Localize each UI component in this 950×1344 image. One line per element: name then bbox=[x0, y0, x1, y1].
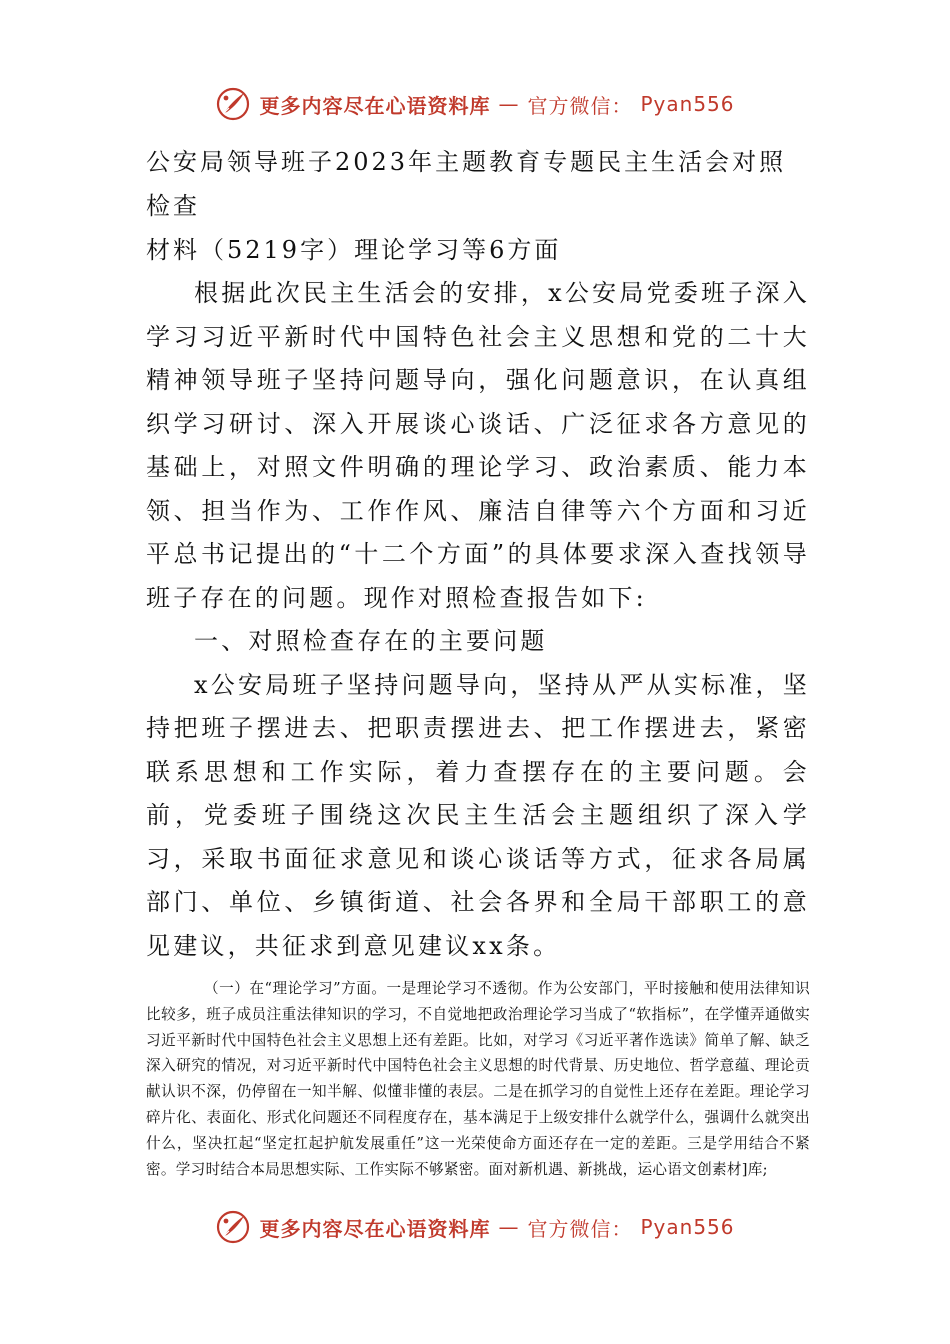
theory-study-paragraph: （一）在“理论学习”方面。一是理论学习不透彻。作为公安部门，平时接触和使用法律知识比较多，班子成员注重法律知识的学习，不自觉地把政治理论学习当成了“软指标”，在学懂弄通做实习近平新时代中国特色社会主义思想上还有差距。比如，对学习《习近平著作选读》简单了解、缺乏深入研究的情况，对习近平新时代中国特色社会主义思想的时代背景、历史地位、哲学意蕴、理论贡献认识不深，仍停留在一知半解、似懂非懂的表层。二是在抓学习的自觉性上还存在差距。理论学习碎片化、表面化、形式化问题还不同程度存在，基本满足于上级安排什么就学什么，强调什么就突出什么，坚决扛起“坚定扛起护航发展重任”这一光荣使命方面还存在一定的差距。三是学用结合不紧密。学习时结合本局思想实际、工作实际不够紧密。面对新机遇、新挑战，运心语文创素材]库; bbox=[146, 980, 810, 1178]
document-title bbox=[146, 140, 810, 272]
section-heading-1: 一、对照检查存在的主要问题 bbox=[194, 627, 548, 655]
watermark-header bbox=[0, 84, 950, 124]
title-line-1: 公安局领导班子2023年主题教育专题民主生活会对照检查 bbox=[146, 148, 787, 220]
watermark-brand: 更多内容尽在心语资料库 bbox=[259, 1216, 491, 1241]
watermark-contact: 官方微信： bbox=[527, 93, 633, 118]
watermark-dash: — bbox=[498, 92, 520, 116]
title-line-2: 材料（5219字）理论学习等6方面 bbox=[146, 236, 562, 264]
watermark-dash: — bbox=[498, 1215, 520, 1239]
watermark-brand: 更多内容尽在心语资料库 bbox=[259, 93, 491, 118]
section-paragraph: x公安局班子坚持问题导向，坚持从严从实标准，坚持把班子摆进去、把职责摆进去、把工作摆进去，紧密联系思想和工作实际，着力查摆存在的主要问题。会前，党委班子围绕这次民主生活会主题组织了深入学习，采取书面征求意见和谈心谈话等方式，征求各局属部门、单位、乡镇街道、社会各界和全局干部职工的意见建议，共征求到意见建议xx条。 bbox=[146, 670, 810, 960]
watermark-contact: 官方微信： bbox=[527, 1216, 633, 1241]
document-body bbox=[146, 140, 810, 1182]
quill-logo-icon bbox=[215, 86, 251, 122]
quill-logo-icon bbox=[215, 1209, 251, 1245]
watermark-footer bbox=[0, 1207, 950, 1247]
watermark-id: Pyan556 bbox=[640, 1215, 735, 1239]
intro-paragraph: 根据此次民主生活会的安排，x公安局党委班子深入学习习近平新时代中国特色社会主义思想和党的二十大精神领导班子坚持问题导向，强化问题意识，在认真组织学习研讨、深入开展谈心谈话、广泛征求各方意见的基础上，对照文件明确的理论学习、政治素质、能力本领、担当作为、工作作风、廉洁自律等六个方面和习近平总书记提出的“十二个方面”的具体要求深入查找领导班子存在的问题。现作对照检查报告如下: bbox=[146, 279, 810, 612]
watermark-id: Pyan556 bbox=[640, 92, 735, 116]
